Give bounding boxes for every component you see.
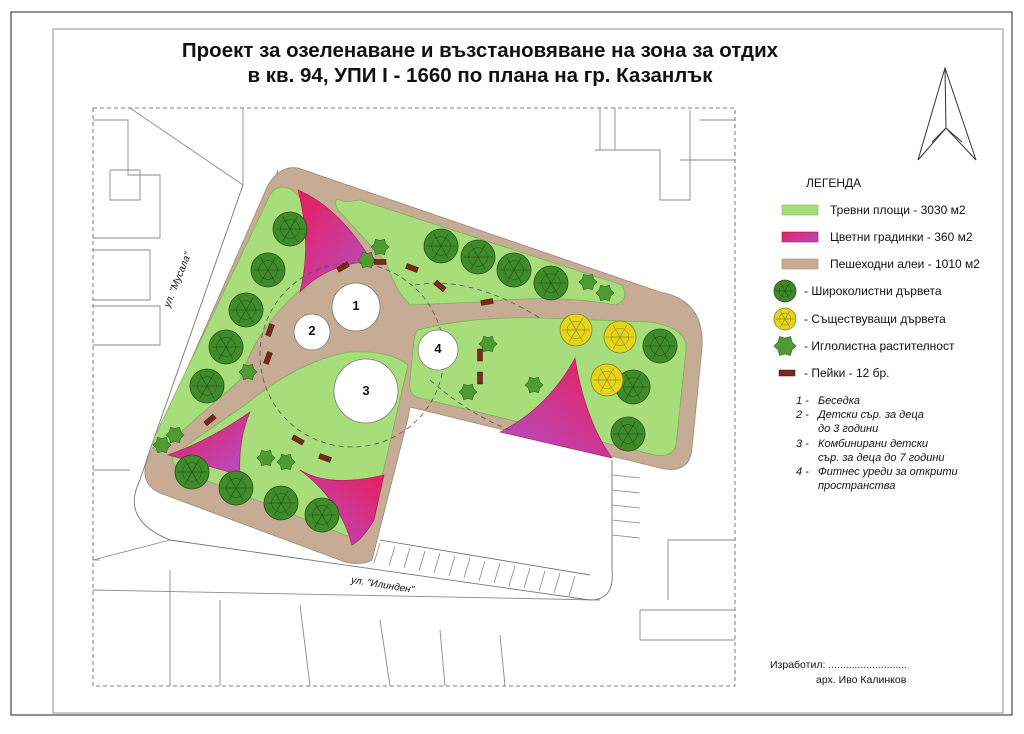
deciduous-tree-icon (424, 229, 458, 263)
note-4-cont (796, 479, 958, 493)
deciduous-tree-icon (534, 266, 568, 300)
zone-label-1: 1 (352, 298, 360, 313)
zone-notes (796, 394, 958, 493)
drawing-title (150, 38, 810, 88)
note-indent (796, 422, 818, 436)
note-text: пространства (818, 480, 896, 493)
deciduous-tree-icon (175, 455, 209, 489)
legend-item-existing (804, 309, 946, 329)
note-indent (796, 451, 818, 465)
conifer-icon (774, 337, 796, 356)
existing-tree-icon (591, 364, 623, 396)
north-arrow-icon (918, 68, 976, 160)
note-number: 3 - (796, 437, 809, 450)
note-text: Фитнес уреди за открити (818, 466, 958, 479)
street-label-musala: ул. "Мусала" (162, 250, 195, 310)
note-2-cont (796, 422, 958, 436)
note-number: 1 - (796, 395, 809, 407)
note-text: Беседка (818, 395, 861, 407)
note-2 (796, 408, 958, 422)
deciduous-tree-icon (774, 280, 796, 302)
flower-bed-swatch (782, 232, 818, 242)
deciduous-tree-icon (273, 212, 307, 246)
deciduous-tree-icon (305, 498, 339, 532)
deciduous-tree-icon (209, 330, 243, 364)
deciduous-tree-icon (219, 471, 253, 505)
signature-label: Изработил: ........................... (770, 659, 908, 671)
legend-item-benches (804, 363, 890, 383)
deciduous-tree-icon (461, 240, 495, 274)
note-number: 4 - (796, 466, 809, 479)
legend-icons (774, 280, 796, 376)
deciduous-tree-icon (643, 329, 677, 363)
street-label-ilinden: ул. "Илинден" (350, 575, 415, 596)
grass-swatch (782, 205, 818, 215)
zone-label-4: 4 (434, 341, 442, 356)
deciduous-tree-icon (190, 369, 224, 403)
note-text: Детски сър. за деца (818, 409, 924, 422)
legend-item-flower-beds (830, 227, 973, 247)
note-text: Комбинирани детски (818, 437, 929, 450)
note-3 (796, 437, 958, 451)
legend-item-grass (830, 200, 966, 220)
bench-icon (779, 370, 795, 376)
deciduous-tree-icon (497, 253, 531, 287)
deciduous-tree-icon (251, 253, 285, 287)
legend-label: - Съществуващи дървета (804, 312, 946, 326)
deciduous-tree-icon (264, 486, 298, 520)
existing-tree-icon (560, 314, 592, 346)
note-indent (796, 479, 818, 493)
deciduous-tree-icon (611, 417, 645, 451)
path-swatch (782, 259, 818, 269)
legend-label: - Пейки - 12 бр. (804, 366, 890, 380)
signature-block (770, 658, 907, 688)
note-4 (796, 465, 958, 479)
bench-icon (478, 372, 483, 384)
legend-swatches (782, 205, 818, 269)
title-line-1: Проект за озеленаване и възстановяване на зона за отдих (181, 39, 779, 62)
bench-icon (374, 260, 386, 265)
parking-stripes (374, 475, 640, 596)
signature-name: арх. Иво Калинков (816, 674, 907, 686)
note-text: до 3 години (818, 423, 879, 436)
note-text: сър. за деца до 7 години (818, 451, 945, 464)
zone-label-2: 2 (308, 323, 316, 338)
deciduous-tree-icon (229, 293, 263, 327)
legend-item-paths (830, 254, 980, 274)
note-number: 2 - (796, 409, 809, 422)
note-3-cont (796, 451, 958, 465)
legend-label: - Иглолистна растителност (804, 339, 955, 353)
existing-tree-icon (604, 321, 636, 353)
legend-title: ЛЕГЕНДА (806, 176, 862, 190)
legend-label: Цветни градинки - 360 м2 (830, 230, 973, 244)
note-1 (796, 394, 958, 408)
legend-label: - Широколистни дървета (804, 284, 942, 298)
legend-item-conifers (804, 336, 954, 356)
legend-label: Пешеходни алеи - 1010 м2 (830, 257, 980, 271)
legend-item-deciduous (804, 281, 942, 301)
bench-icon (478, 349, 483, 361)
existing-tree-icon (774, 308, 796, 330)
zone-label-3: 3 (362, 383, 370, 398)
title-line-2: в кв. 94, УПИ I - 1660 по плана на гр. Казанлък (247, 64, 713, 87)
legend-label: Тревни площи - 3030 м2 (830, 203, 966, 217)
